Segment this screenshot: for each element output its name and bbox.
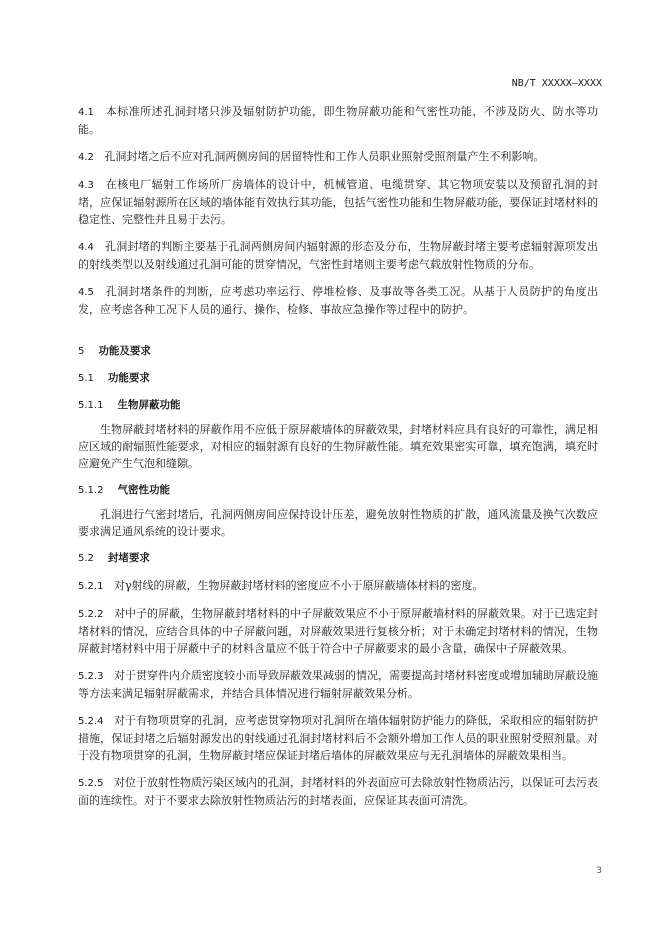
clause-4-5: 4.5 孔洞封堵条件的判断，应考虑功率运行、停堆检修、及事故等各类工况。从基于人员防护的角度出发，应考虑各种工况下人员的通行、操作、检修、事故应急操作等过程中的防护。	[78, 285, 598, 316]
clause-4-2: 4.2 孔洞封堵之后不应对孔洞两侧房间的居留特性和工作人员职业照射受照剂量产生不利影响。	[78, 150, 545, 163]
section-5-1-1-heading: 5.1.1 生物屏蔽功能	[78, 399, 181, 411]
section-5-2-heading: 5.2 封堵要求	[78, 552, 150, 564]
section-5-1-2-heading: 5.1.2 气密性功能	[78, 484, 170, 496]
clause-5-2-3: 5.2.3 对于贯穿件内介质密度较小而导致屏蔽效果减弱的情况，需要提高封堵材料密度或增加辅助屏蔽设施等方法来满足辐射屏蔽需求，并结合具体情况进行辐射屏蔽效果分析。	[78, 669, 598, 700]
section-5-heading: 5 功能及要求	[78, 345, 151, 357]
clause-5-2-1: 5.2.1 对γ射线的屏蔽，生物屏蔽封堵材料的密度应不小于原屏蔽墙体材料的密度。	[78, 579, 484, 592]
clause-4-1: 4.1 本标准所述孔洞封堵只涉及辐射防护功能，即生物屏蔽功能和气密性功能，不涉及防火、防水等功能。	[78, 105, 598, 136]
standard-code: NB/T XXXXX—XXXX	[511, 78, 602, 89]
section-5-1-1-text: 生物屏蔽封堵材料的屏蔽作用不应低于原屏蔽墙体的屏蔽效果，封堵材料应具有良好的可靠性，满足相应区域的耐辐照性能要求，对相应的辐射源有良好的生物屏蔽性能。填充效果密实可靠，填充饱满，填充时应避免产生气泡和缝隙。	[78, 423, 598, 470]
clause-5-2-4: 5.2.4 对于有物项贯穿的孔洞，应考虑贯穿物项对孔洞所在墙体辐射防护能力的降低，采取相应的辐射防护措施，保证封堵之后辐射源发出的射线通过孔洞封堵材料后不会额外增加工作人员的职业照射受照剂量。对于没有物项贯穿的孔洞，生物屏蔽封堵应保证封堵后墙体的屏蔽效果应与无孔洞墙体的屏蔽效果相当。	[78, 714, 598, 762]
document-body	[78, 103, 598, 809]
clause-4-4: 4.4 孔洞封堵的判断主要基于孔洞两侧房间内辐射源的形态及分布，生物屏蔽封堵主要考虑辐射源项发出的射线类型以及射线通过孔洞可能的贯穿情况，气密性封堵则主要考虑气载放射性物质的分布。	[78, 240, 598, 271]
section-5-1-heading: 5.1 功能要求	[78, 372, 150, 384]
section-5-1-2-text: 孔洞进行气密封堵后，孔洞两侧房间应保持设计压差，避免放射性物质的扩散，通风流量及换气次数应要求满足通风系统的设计要求。	[78, 508, 598, 538]
clause-4-3: 4.3 在核电厂辐射工作场所厂房墙体的设计中，机械管道、电缆贯穿、其它物项安装以及预留孔洞的封堵，应保证辐射源所在区域的墙体能有效执行其功能，包括气密性功能和生物屏蔽功能，要保证封堵材料的稳定性、完整性并且易于去污。	[78, 178, 598, 226]
clause-5-2-2: 5.2.2 对中子的屏蔽，生物屏蔽封堵材料的中子屏蔽效果应不小于原屏蔽墙材料的屏蔽效果。对于已选定封堵材料的情况，应结合具体的中子屏蔽问题，对屏蔽效果进行复核分析；对于未确定封堵材料的情况，生物屏蔽封堵材料中用于屏蔽中子的材料含量应不低于符合中子屏蔽要求的最小含量，确保中子屏蔽效果。	[78, 607, 598, 655]
clause-5-2-5: 5.2.5 对位于放射性物质污染区域内的孔洞，封堵材料的外表面应可去除放射性物质沾污，以保证可去污表面的连续性。对于不要求去除放射性物质沾污的封堵表面，应保证其表面可清洗。	[78, 776, 598, 807]
page-number: 3	[596, 866, 602, 876]
